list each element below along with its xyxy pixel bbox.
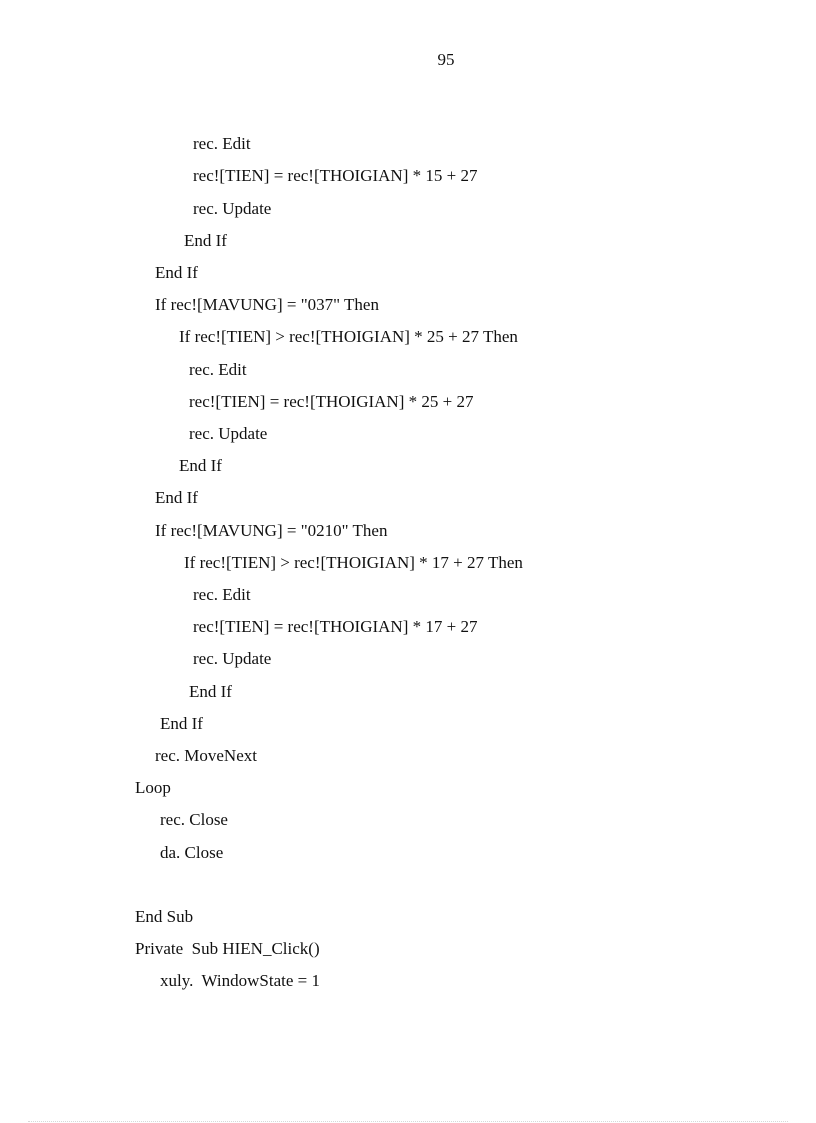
code-line: End If bbox=[189, 682, 232, 701]
code-line: End If bbox=[160, 714, 203, 733]
code-line: If rec![TIEN] > rec![THOIGIAN] * 25 + 27 Then bbox=[179, 327, 518, 346]
page-bottom-rule bbox=[28, 1121, 788, 1122]
code-line: Private Sub HIEN_Click() bbox=[135, 939, 320, 958]
code-line: If rec![MAVUNG] = "0210" Then bbox=[155, 521, 388, 540]
code-line: Loop bbox=[135, 778, 171, 797]
code-line: rec. Edit bbox=[189, 360, 247, 379]
code-line: xuly. WindowState = 1 bbox=[160, 971, 321, 990]
code-line: rec![TIEN] = rec![THOIGIAN] * 17 + 27 bbox=[193, 617, 478, 636]
code-line: rec. Update bbox=[189, 424, 268, 443]
code-line: rec. Edit bbox=[193, 585, 251, 604]
code-line: End If bbox=[179, 456, 222, 475]
code-line: End If bbox=[184, 231, 227, 250]
code-line: rec. Update bbox=[193, 199, 272, 218]
code-line: End If bbox=[155, 263, 198, 282]
code-line: rec. Edit bbox=[193, 134, 251, 153]
code-line: End If bbox=[155, 488, 198, 507]
page-number: 95 bbox=[437, 50, 455, 69]
code-line: rec. Update bbox=[193, 649, 272, 668]
code-line: If rec![MAVUNG] = "037" Then bbox=[155, 295, 379, 314]
code-line: If rec![TIEN] > rec![THOIGIAN] * 17 + 27 Then bbox=[184, 553, 523, 572]
code-line: rec![TIEN] = rec![THOIGIAN] * 15 + 27 bbox=[193, 166, 478, 185]
code-line: rec. Close bbox=[160, 810, 228, 829]
code-line: rec. MoveNext bbox=[155, 746, 257, 765]
code-line: da. Close bbox=[160, 843, 224, 862]
code-line: rec![TIEN] = rec![THOIGIAN] * 25 + 27 bbox=[189, 392, 474, 411]
code-line: End Sub bbox=[135, 907, 194, 926]
